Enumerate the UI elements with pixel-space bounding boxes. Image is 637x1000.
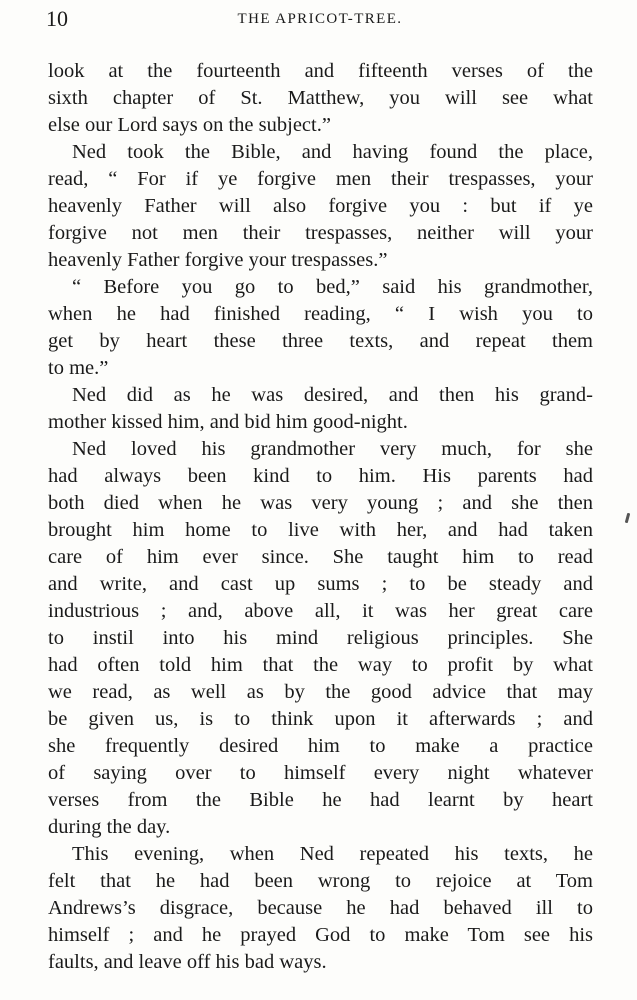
text-line: “ Before you go to bed,” said his grandmother, xyxy=(72,276,593,298)
text-line: heavenly Father forgive your trespasses.” xyxy=(48,249,388,271)
text-line: else our Lord says on the subject.” xyxy=(48,114,331,136)
text-line: brought him home to live with her, and had taken xyxy=(48,519,593,541)
text-line: faults, and leave off his bad ways. xyxy=(48,951,327,973)
text-line: Ned took the Bible, and having found the place, xyxy=(72,141,593,163)
text-line: to me.” xyxy=(48,357,109,379)
text-line: felt that he had been wrong to rejoice at Tom xyxy=(48,870,593,892)
text-line: sixth chapter of St. Matthew, you will see what xyxy=(48,87,593,109)
text-line: we read, as well as by the good advice that may xyxy=(48,681,593,703)
page-number: 10 xyxy=(46,6,68,31)
text-line: had always been kind to him. His parents had xyxy=(48,465,593,487)
text-line: care of him ever since. She taught him to read xyxy=(48,546,593,568)
text-line: read, “ For if ye forgive men their trespasses, your xyxy=(48,168,593,190)
text-line: had often told him that the way to profit by what xyxy=(48,654,593,676)
running-head: THE APRICOT-TREE. xyxy=(237,11,403,27)
text-line: forgive not men their trespasses, neither will your xyxy=(48,222,593,244)
text-line: look at the fourteenth and fifteenth verses of the xyxy=(48,60,593,82)
page-header xyxy=(46,6,594,32)
text-line: industrious ; and, above all, it was her great care xyxy=(48,600,593,622)
text-line: be given us, is to think upon it afterwards ; and xyxy=(48,708,593,730)
text-line: when he had finished reading, “ I wish you to xyxy=(48,303,593,325)
text-line: Ned did as he was desired, and then his grand- xyxy=(72,384,593,406)
text-line: she frequently desired him to make a practice xyxy=(48,735,593,757)
text-line: during the day. xyxy=(48,816,171,838)
text-line: mother kissed him, and bid him good-night. xyxy=(48,411,408,433)
text-line: both died when he was very young ; and she then xyxy=(48,492,593,514)
text-line: Ned loved his grandmother very much, for she xyxy=(72,438,593,460)
text-line: This evening, when Ned repeated his texts, he xyxy=(72,843,593,865)
text-line: of saying over to himself every night whatever xyxy=(48,762,593,784)
text-line: verses from the Bible he had learnt by heart xyxy=(48,789,593,811)
text-line: to instil into his mind religious principles. She xyxy=(48,627,593,649)
scan-speck xyxy=(625,513,630,523)
text-line: heavenly Father will also forgive you : but if ye xyxy=(48,195,593,217)
text-line: and write, and cast up sums ; to be steady and xyxy=(48,573,593,595)
text-line: get by heart these three texts, and repeat them xyxy=(48,330,593,352)
text-line: himself ; and he prayed God to make Tom see his xyxy=(48,924,593,946)
text-line: Andrews’s disgrace, because he had behaved ill to xyxy=(48,897,593,919)
body-text xyxy=(48,58,593,976)
